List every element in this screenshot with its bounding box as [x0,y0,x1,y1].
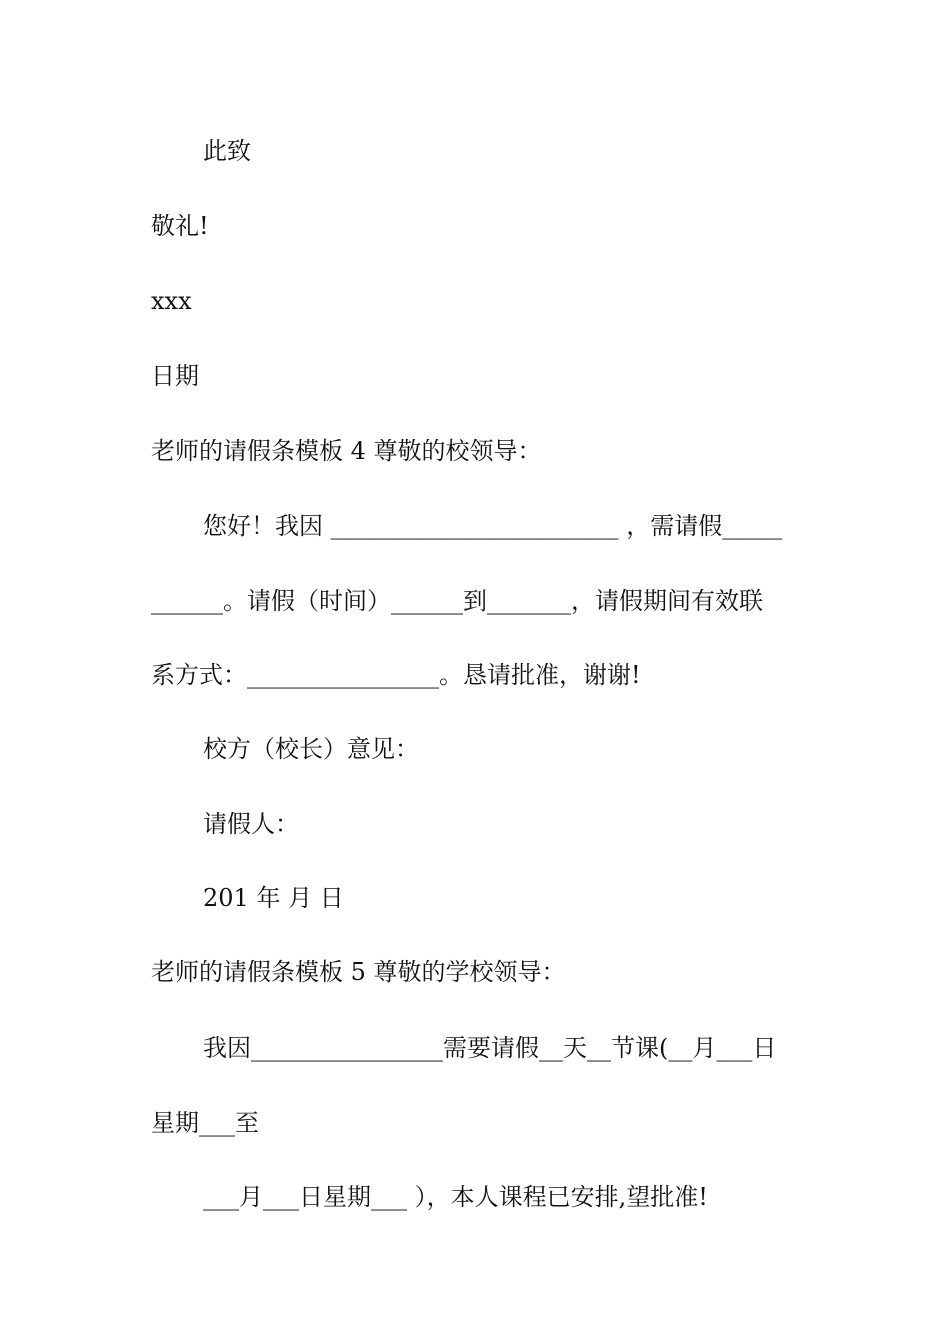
applicant-label: 请假人： [203,810,299,838]
signature-date: 日期 [151,362,199,390]
signature-name: xxx [151,287,192,315]
template-4-body-line-2: ______。请假（时间）______到_______，请假期间有效联 [151,587,763,615]
principal-opinion-label: 校方（校长）意见： [203,735,419,763]
date-line: 201 年 月 日 [203,884,344,912]
template-4-body-line-3: 系方式：________________。恳请批准，谢谢! [151,661,641,689]
template-5-body-line-1: 我因________________需要请假__天__节课(__月___日 [203,1034,777,1062]
template-5-body-line-2: 星期___至 [151,1109,259,1137]
salutation: 敬礼! [151,212,209,240]
template-5-body-line-3: ___月___日星期___ ），本人课程已安排,望批准! [203,1183,708,1211]
closing-phrase: 此致 [203,137,251,165]
template-4-body-line-1: 您好！我因 ________________________ ，需请假_____ [203,512,783,540]
template-4-heading: 老师的请假条模板 4 尊敬的校领导： [151,437,542,465]
template-5-heading: 老师的请假条模板 5 尊敬的学校领导： [151,958,566,986]
